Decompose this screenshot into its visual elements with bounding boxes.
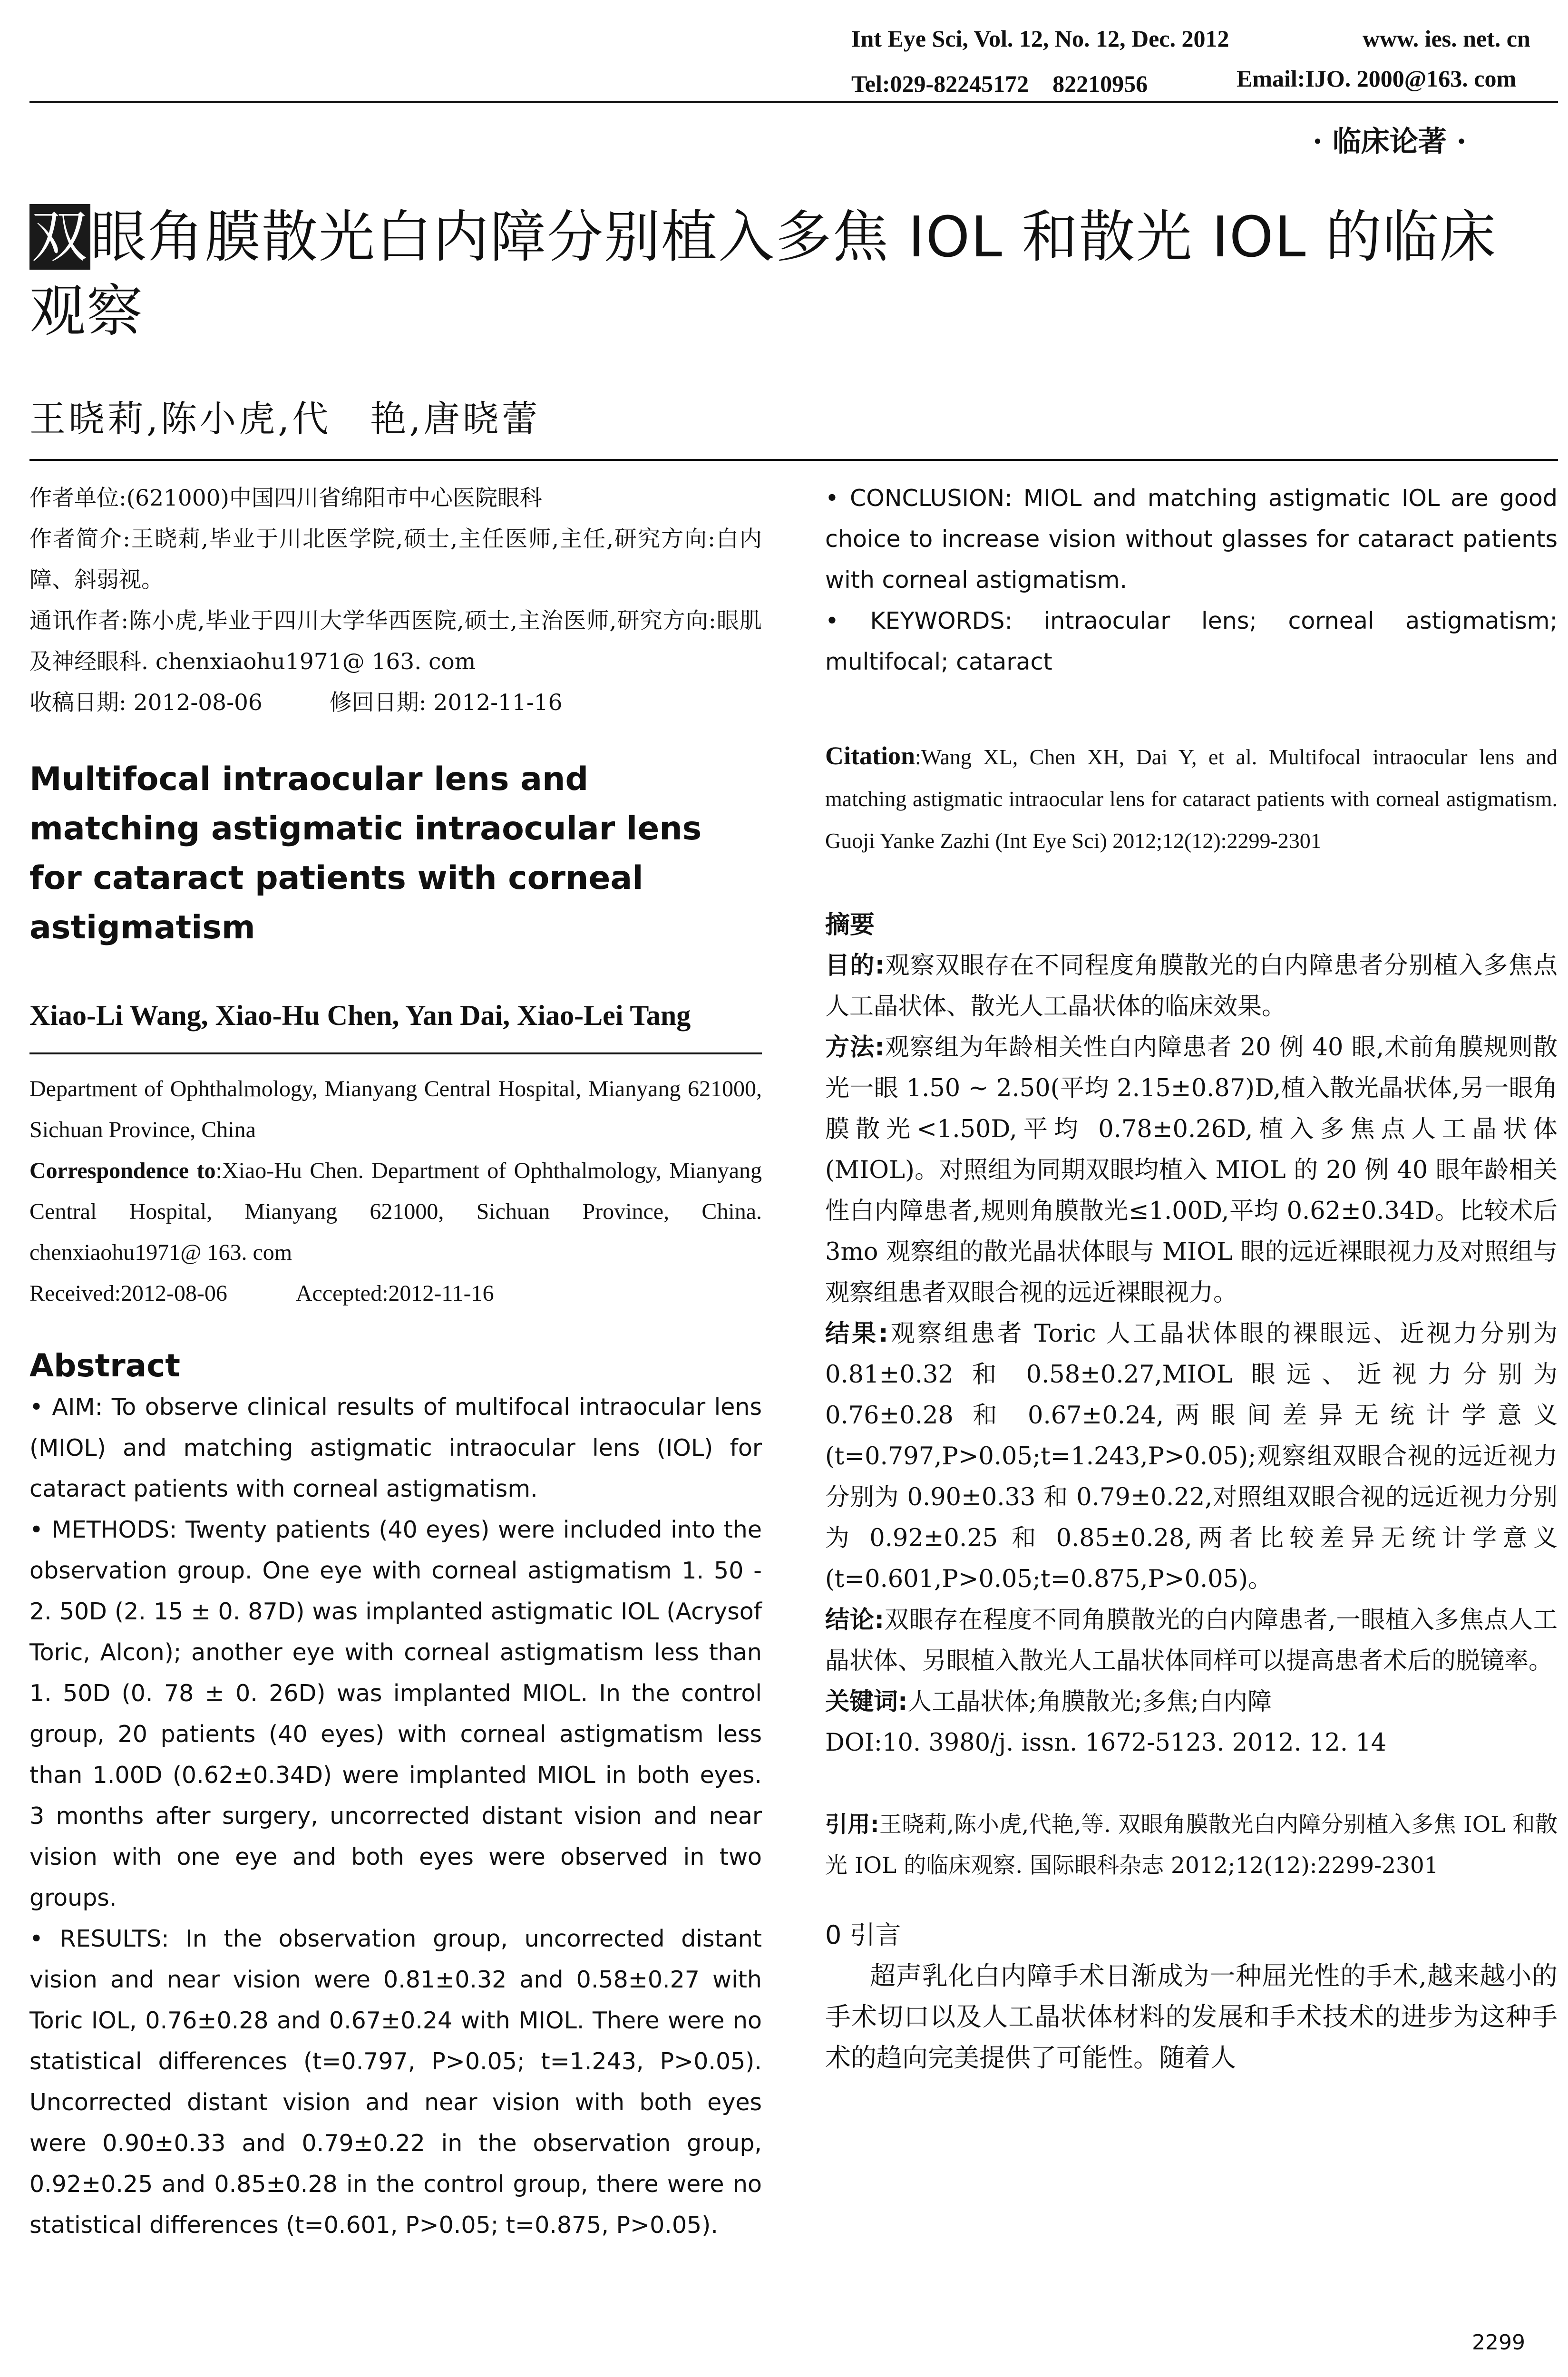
authors-rule <box>29 1052 762 1054</box>
journal-email: Email:IJO. 2000@163. com <box>1237 65 1517 92</box>
section-label: · 临床论著 · <box>1313 125 1467 158</box>
intro-heading: 0 引言 <box>825 1920 901 1950</box>
left-column <box>29 478 762 2246</box>
en-dates: Received:2012-08-06 Accepted:2012-11-16 <box>29 1281 494 1306</box>
cn-correspondence: 通讯作者:陈小虎,毕业于四川大学华西医院,硕士,主治医师,研究方向:眼肌及神经眼科. chenxiaohu1971@ 163. com <box>29 608 762 675</box>
abstract-aim: • AIM: To observe clinical results of multifocal intraocular lens (MIOL) and matching astigmatic intraocular lens (IOL) for cataract patients with corneal astigmatism. <box>29 1393 762 1502</box>
title-rule <box>29 459 1558 461</box>
cn-method: 方法:观察组为年龄相关性白内障患者 20 例 40 眼,术前角膜规则散光一眼 1.50 ~ 2.50(平均 2.15±0.87)D,植入散光晶状体,另一眼角膜散光<1.50D,平均 0.78±0.26D,植入多焦点人工晶状体(MIOL)。对照组为同期双眼均植入 MIOL 的 20 例 40 眼年龄相关性白内障患者,规则角膜散光≤1.00D,平均 0.62±0.34D。比较术后 3mo 观察组的散光晶状体眼与 MIOL 眼的远近裸眼视力及对照组与观察组患者双眼合视的远近裸眼视力。 <box>825 1033 1558 1307</box>
abstract-keywords: • KEYWORDS: intraocular lens; corneal astigmatism; multifocal; cataract <box>825 607 1558 675</box>
doi: DOI:10. 3980/j. issn. 1672-5123. 2012. 12. 14 <box>825 1729 1387 1757</box>
citation-en: Citation:Wang XL, Chen XH, Dai Y, et al. Multifocal intraocular lens and matching astigmatic intraocular lens for cataract patients with corneal astigmatism. Guoji Yanke Zazhi (Int Eye Sci) 2012;12(12):2299-2301 <box>825 741 1558 853</box>
cn-author-bio: 作者简介:王晓莉,毕业于川北医学院,硕士,主任医师,主任,研究方向:白内障、斜弱视。 <box>29 526 762 593</box>
en-department: Department of Ophthalmology, Mianyang Central Hospital, Mianyang 621000, Sichuan Province, China <box>29 1076 762 1142</box>
cn-keywords: 关键词:人工晶状体;角膜散光;多焦;白内障 <box>825 1688 1272 1716</box>
journal-tel: Tel:029-82245172 82210956 <box>851 70 1148 97</box>
en-correspondence: Correspondence to:Xiao-Hu Chen. Department of Ophthalmology, Mianyang Central Hospital, Mianyang 621000, Sichuan Province, China. chenxiaohu1971@ 163. com <box>29 1158 762 1265</box>
abstract-methods: • METHODS: Twenty patients (40 eyes) were included into the observation group. One eye with corneal astigmatism 1. 50 - 2. 50D (2. 15 ± 0. 87D) was implanted astigmatic IOL (Acrysof Toric, Alcon); another eye with corneal astigmatism less than 1. 50D (0. 78 ± 0. 26D) was implanted MIOL. In the control group, 20 patients (40 eyes) with corneal astigmatism less than 1.00D (0.62±0.34D) were implanted MIOL in both eyes. 3 months after surgery, uncorrected distant vision and near vision with one eye and both eyes were observed in two groups. <box>29 1516 762 1911</box>
title-rest: 眼角膜散光白内障分别植入多焦 IOL 和散光 IOL 的临床观察 <box>29 204 1497 344</box>
journal-website: www. ies. net. cn <box>1363 25 1530 52</box>
title-first-char: 双 <box>29 204 90 270</box>
article-title <box>29 200 1551 348</box>
right-column <box>825 478 1558 2078</box>
en-authors: Xiao-Li Wang, Xiao-Hu Chen, Yan Dai, Xiao-Lei Tang <box>29 1000 691 1031</box>
cn-dates: 收稿日期: 2012-08-06 修回日期: 2012-11-16 <box>29 690 563 716</box>
page-number: 2299 <box>1472 2330 1525 2355</box>
cn-conclusion: 结论:双眼存在程度不同角膜散光的白内障患者,一眼植入多焦点人工晶状体、另眼植入散光人工晶状体同样可以提高患者术后的脱镜率。 <box>825 1606 1558 1675</box>
abstract-conclusion: • CONCLUSION: MIOL and matching astigmatic IOL are good choice to increase vision without glasses for cataract patients with corneal astigmatism. <box>825 485 1558 594</box>
citation-cn: 引用:王晓莉,陈小虎,代艳,等. 双眼角膜散光白内障分别植入多焦 IOL 和散光 IOL 的临床观察. 国际眼科杂志 2012;12(12):2299-2301 <box>825 1812 1558 1879</box>
intro-text: 超声乳化白内障手术日渐成为一种屈光性的手术,越来越小的手术切口以及人工晶状体材料的发展和手术技术的进步为这种手术的趋向完美提供了可能性。随着人 <box>825 1961 1558 2073</box>
header-rule <box>29 101 1558 103</box>
authors-cn: 王晓莉,陈小虎,代 艳,唐晓蕾 <box>29 398 541 440</box>
cn-affiliation: 作者单位:(621000)中国四川省绵阳市中心医院眼科 <box>29 485 542 511</box>
abstract-results: • RESULTS: In the observation group, uncorrected distant vision and near vision were 0.81±0.32 and 0.58±0.27 with Toric IOL, 0.76±0.28 and 0.67±0.24 with MIOL. There were no statistical differences (t=0.797, P>0.05; t=1.243, P>0.05). Uncorrected distant vision and near vision with both eyes were 0.90±0.33 and 0.79±0.22 in the observation group, 0.92±0.25 and 0.85±0.28 in the control group, there were no statistical differences (t=0.601, P>0.05; t=0.875, P>0.05). <box>29 1925 762 2239</box>
journal-line: Int Eye Sci, Vol. 12, No. 12, Dec. 2012 <box>851 25 1229 52</box>
abstract-heading: Abstract <box>29 1347 180 1384</box>
cn-objective: 目的:观察双眼存在不同程度角膜散光的白内障患者分别植入多焦点人工晶状体、散光人工晶状体的临床效果。 <box>825 952 1558 1021</box>
cn-abstract-heading: 摘要 <box>825 911 875 939</box>
cn-result: 结果:观察组患者 Toric 人工晶状体眼的裸眼远、近视力分别为 0.81±0.32 和 0.58±0.27,MIOL 眼远、近视力分别为 0.76±0.28 和 0.67±0.24,两眼间差异无统计学意义(t=0.797,P>0.05;t=1.243,P>0.05);观察组双眼合视的远近视力分别为 0.90±0.33 和 0.79±0.22,对照组双眼合视的远近视力分别为 0.92±0.25 和 0.85±0.28,两者比较差异无统计学意义(t=0.601,P>0.05;t=0.875,P>0.05)。 <box>825 1320 1558 1593</box>
en-title: Multifocal intraocular lens and matching astigmatic intraocular lens for cataract patients with corneal astigmatism <box>29 760 702 946</box>
